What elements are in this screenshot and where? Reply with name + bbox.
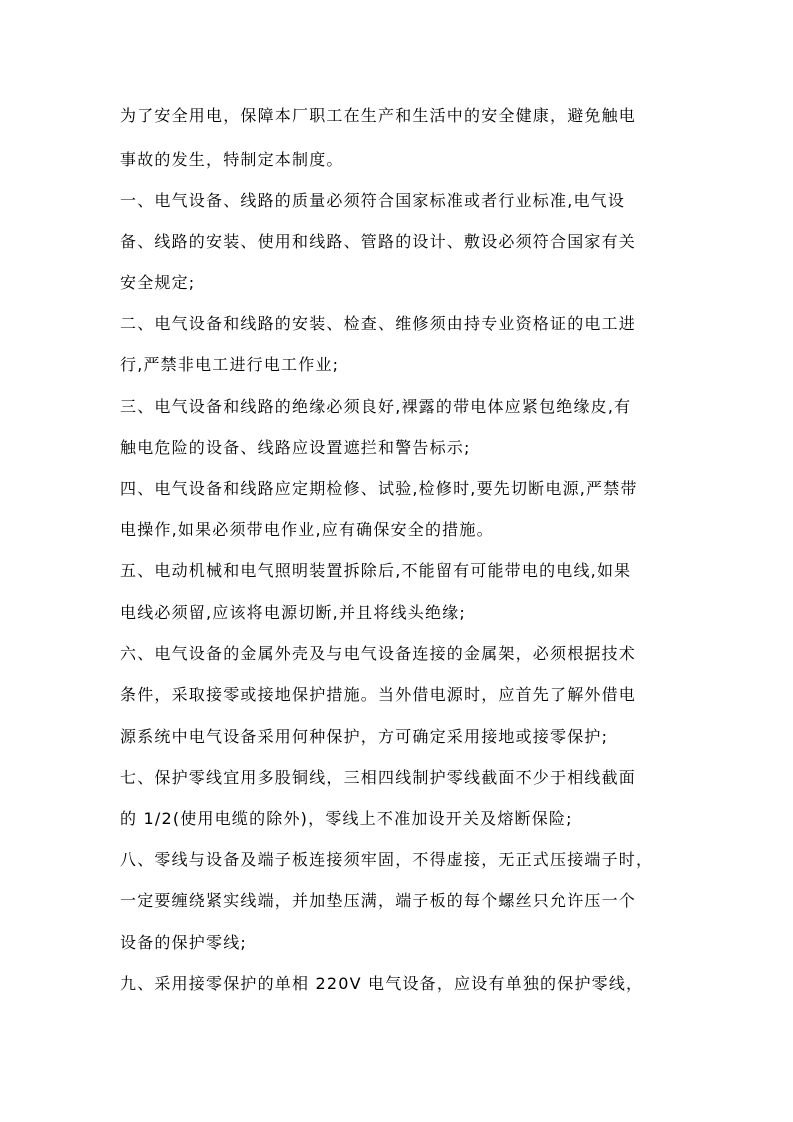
text-line: 源系统中电气设备采用何种保护，方可确定采用接地或接零保护; <box>120 727 609 746</box>
text-line: 一定要缠绕紧实线端，并加垫压满，端子板的每个螺丝只允许压一个 <box>120 891 637 910</box>
text-line: 为了安全用电，保障本厂职工在生产和生活中的安全健康，避免触电 <box>120 106 637 125</box>
text-line: 安全规定; <box>120 273 196 292</box>
text-line: 一、电气设备、线路的质量必须符合国家标准或者行业标准,电气设 <box>120 191 626 210</box>
text-line: 三、电气设备和线路的绝缘必须良好,裸露的带电体应紧包绝缘皮,有 <box>120 397 632 416</box>
text-line: 六、电气设备的金属外壳及与电气设备连接的金属架，必须根据技术 <box>120 644 637 663</box>
text-line: 设备的保护零线; <box>120 933 247 952</box>
text-line: 行,严禁非电工进行电工作业; <box>120 355 340 374</box>
text-line: 五、电动机械和电气照明装置拆除后,不能留有可能带电的电线,如果 <box>120 561 632 580</box>
text-line: 八、零线与设备及端子板连接须牢固，不得虚接，无正式压接端子时， <box>120 850 654 869</box>
text-line: 电操作,如果必须带电作业,应有确保安全的措施。 <box>120 520 494 539</box>
text-line: 触电危险的设备、线路应设置遮拦和警告标示; <box>120 438 471 457</box>
text-line: 二、电气设备和线路的安装、检查、维修须由持专业资格证的电工进 <box>120 314 637 333</box>
text-line: 四、电气设备和线路应定期检修、试验,检修时,要先切断电源,严禁带 <box>120 479 638 498</box>
text-line: 条件，采取接零或接地保护措施。当外借电源时，应首先了解外借电 <box>120 685 637 704</box>
text-line: 事故的发生，特制定本制度。 <box>120 150 344 169</box>
text-line: 七、保护零线宜用多股铜线，三相四线制护零线截面不少于相线截面 <box>120 768 637 787</box>
text-line: 电线必须留,应该将电源切断,并且将线头绝缘; <box>120 603 466 622</box>
text-line: 的 1/2(使用电缆的除外)，零线上不准加设开关及熔断保险; <box>120 809 573 828</box>
text-line: 九、采用接零保护的单相 220V 电气设备，应设有单独的保护零线， <box>120 974 644 993</box>
text-line: 备、线路的安装、使用和线路、管路的设计、敷设必须符合国家有关 <box>120 232 637 251</box>
